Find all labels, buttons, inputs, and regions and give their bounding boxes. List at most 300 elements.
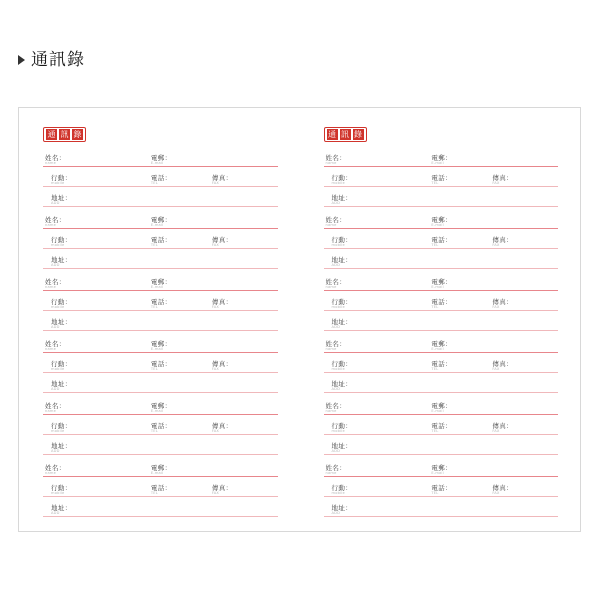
field-mobile-label: 行動： — [331, 173, 353, 182]
contact-entry — [324, 397, 559, 457]
field-tel — [431, 299, 452, 310]
field-name — [45, 403, 66, 414]
field-email-label: 電郵： — [150, 401, 172, 410]
rule — [324, 166, 559, 167]
field-fax-label: 傳真： — [211, 421, 233, 430]
field-fax-romaji: FAX — [211, 429, 220, 434]
rule — [43, 186, 278, 187]
rule — [43, 496, 278, 497]
field-name — [45, 279, 66, 290]
field-mobile — [51, 175, 72, 186]
contact-entry — [43, 211, 278, 271]
field-name — [326, 217, 347, 228]
field-name-romaji: name — [45, 161, 56, 166]
field-address-romaji: ADD — [331, 201, 341, 206]
rule — [43, 290, 278, 291]
field-email — [431, 341, 452, 352]
rule — [43, 268, 278, 269]
field-mobile-label: 行動： — [331, 359, 353, 368]
entry-line-name[interactable] — [43, 397, 278, 417]
field-email-romaji: E-mail — [431, 409, 444, 414]
field-tel-label: 電話： — [431, 235, 453, 244]
field-fax — [212, 299, 233, 310]
field-mobile — [332, 175, 353, 186]
contact-entry — [43, 459, 278, 519]
field-tel-romaji: TEL — [150, 305, 158, 310]
field-fax — [492, 237, 513, 248]
field-tel-romaji: TEL — [431, 181, 439, 186]
rule — [43, 414, 278, 415]
entry-line-address[interactable] — [324, 313, 559, 333]
entry-line-address[interactable] — [43, 499, 278, 519]
field-address — [51, 257, 72, 268]
entry-line-address[interactable] — [324, 251, 559, 271]
rule — [324, 228, 559, 229]
rule — [324, 206, 559, 207]
field-fax-label: 傳真： — [211, 483, 233, 492]
field-tel-label: 電話： — [431, 421, 453, 430]
field-email-romaji: E-mail — [431, 161, 444, 166]
field-fax — [212, 175, 233, 186]
rule — [43, 310, 278, 311]
field-name-label: 姓名： — [325, 153, 347, 162]
field-address — [51, 505, 72, 516]
entry-line-name[interactable] — [324, 149, 559, 169]
entry-line-name[interactable] — [43, 211, 278, 231]
field-tel-label: 電話： — [150, 483, 172, 492]
field-fax-romaji: FAX — [492, 243, 500, 248]
field-name-romaji: name — [325, 285, 337, 290]
field-name-label: 姓名： — [45, 215, 66, 224]
field-mobile-label: 行動： — [331, 483, 353, 492]
field-mobile — [332, 423, 353, 434]
rule — [43, 166, 278, 167]
address-book-page-left — [19, 108, 300, 531]
entry-line-name[interactable] — [43, 149, 278, 169]
field-address-romaji: ADD — [331, 325, 341, 330]
contact-entry — [43, 273, 278, 333]
field-address-romaji: ADD — [51, 201, 60, 206]
field-address-romaji: ADD — [51, 387, 60, 392]
field-fax-romaji: FAX — [211, 181, 220, 186]
field-address-romaji: ADD — [331, 387, 341, 392]
field-email — [431, 403, 452, 414]
field-name-label: 姓名： — [45, 153, 66, 162]
field-address-romaji: ADD — [51, 263, 60, 268]
field-name-romaji: name — [45, 347, 56, 352]
rule — [324, 290, 559, 291]
page-title — [18, 52, 85, 69]
entry-line-contact[interactable] — [324, 479, 559, 499]
field-email-label: 電郵： — [431, 215, 453, 224]
field-tel — [431, 361, 452, 372]
contact-entry — [43, 397, 278, 457]
field-tel-romaji: TEL — [150, 243, 158, 248]
field-fax-romaji: FAX — [492, 305, 500, 310]
entry-line-contact[interactable] — [324, 231, 559, 251]
stamp-seal — [324, 127, 367, 142]
rule — [43, 248, 278, 249]
field-tel — [431, 237, 452, 248]
field-fax — [492, 299, 513, 310]
rule — [43, 372, 278, 373]
field-tel — [151, 299, 172, 310]
field-email — [151, 341, 172, 352]
field-fax-romaji: FAX — [211, 305, 220, 310]
rule — [324, 310, 559, 311]
rule — [324, 268, 559, 269]
field-name-romaji: name — [45, 471, 56, 476]
field-fax-romaji: FAX — [211, 243, 220, 248]
field-fax-label: 傳真： — [492, 173, 514, 182]
field-email-label: 電郵： — [150, 339, 172, 348]
entry-list-right — [324, 149, 559, 521]
field-mobile — [51, 237, 72, 248]
entry-line-contact[interactable] — [43, 231, 278, 251]
rule — [43, 206, 278, 207]
rule — [43, 476, 278, 477]
stamp-seal — [43, 127, 86, 142]
field-email-romaji: E-mail — [150, 223, 164, 228]
field-email-label: 電郵： — [150, 215, 172, 224]
field-email-label: 電郵： — [150, 463, 172, 472]
entry-line-address[interactable] — [43, 251, 278, 271]
field-tel-label: 電話： — [150, 173, 172, 182]
field-mobile-romaji: mobile — [51, 367, 65, 372]
field-mobile — [51, 423, 72, 434]
rule — [43, 434, 278, 435]
field-email-label: 電郵： — [150, 277, 172, 286]
field-mobile-label: 行動： — [51, 483, 72, 492]
field-email-romaji: E-mail — [150, 347, 164, 352]
field-mobile-romaji: mobile — [331, 491, 345, 496]
field-email-romaji: E-mail — [431, 223, 444, 228]
rule — [324, 414, 559, 415]
field-mobile-romaji: mobile — [51, 429, 65, 434]
field-address-label: 地址： — [51, 317, 72, 326]
stamp-char-2: 訊 — [341, 129, 349, 139]
field-address-label: 地址： — [331, 255, 353, 264]
field-tel-romaji: TEL — [150, 367, 158, 372]
field-tel-romaji: TEL — [431, 305, 439, 310]
field-mobile-romaji: mobile — [51, 243, 65, 248]
field-fax — [492, 175, 513, 186]
contact-entry — [43, 149, 278, 209]
field-name-label: 姓名： — [325, 215, 347, 224]
entry-line-name[interactable] — [324, 397, 559, 417]
field-tel-label: 電話： — [150, 235, 172, 244]
field-fax-label: 傳真： — [492, 483, 514, 492]
field-address-label: 地址： — [331, 379, 353, 388]
field-address — [332, 257, 353, 268]
entry-list-left — [43, 149, 278, 521]
field-mobile — [51, 485, 72, 496]
field-address — [332, 443, 353, 454]
field-fax — [492, 361, 513, 372]
contact-entry — [324, 459, 559, 519]
field-mobile-label: 行動： — [51, 173, 72, 182]
entry-line-address[interactable] — [43, 189, 278, 209]
entry-line-address[interactable] — [324, 189, 559, 209]
field-mobile-romaji: mobile — [51, 305, 65, 310]
field-name-label: 姓名： — [45, 463, 66, 472]
contact-entry — [43, 335, 278, 395]
field-fax-label: 傳真： — [211, 173, 233, 182]
field-email — [431, 279, 452, 290]
field-name-label: 姓名： — [45, 339, 66, 348]
rule — [324, 516, 559, 517]
field-email-label: 電郵： — [431, 401, 453, 410]
entry-line-contact[interactable] — [43, 169, 278, 189]
field-address — [332, 505, 353, 516]
field-address-romaji: ADD — [51, 325, 60, 330]
field-name-romaji: name — [325, 161, 337, 166]
field-mobile-label: 行動： — [331, 297, 353, 306]
notebook-spread — [18, 107, 581, 532]
field-tel-romaji: TEL — [431, 243, 439, 248]
entry-line-contact[interactable] — [43, 355, 278, 375]
field-mobile-label: 行動： — [51, 297, 72, 306]
field-name-romaji: name — [45, 409, 56, 414]
field-name-label: 姓名： — [45, 277, 66, 286]
entry-line-address[interactable] — [43, 375, 278, 395]
field-tel-label: 電話： — [431, 359, 453, 368]
entry-line-name[interactable] — [43, 459, 278, 479]
rule — [324, 476, 559, 477]
field-mobile-label: 行動： — [331, 421, 353, 430]
entry-line-name[interactable] — [324, 335, 559, 355]
field-tel — [151, 361, 172, 372]
field-fax-romaji: FAX — [492, 181, 500, 186]
field-tel-romaji: TEL — [431, 367, 439, 372]
field-fax — [492, 485, 513, 496]
field-mobile-romaji: mobile — [51, 491, 65, 496]
field-fax-romaji: FAX — [211, 367, 220, 372]
field-name — [326, 155, 347, 166]
field-email-romaji: E-mail — [431, 285, 444, 290]
field-tel-romaji: TEL — [150, 491, 158, 496]
entry-line-address[interactable] — [324, 375, 559, 395]
rule — [324, 434, 559, 435]
contact-entry — [324, 335, 559, 395]
field-address-romaji: ADD — [331, 449, 341, 454]
entry-line-name[interactable] — [43, 335, 278, 355]
field-tel — [151, 485, 172, 496]
field-name-romaji: name — [325, 471, 337, 476]
rule — [43, 228, 278, 229]
contact-entry — [324, 149, 559, 209]
field-tel-romaji: TEL — [150, 429, 158, 434]
field-address-romaji: ADD — [331, 263, 341, 268]
entry-line-address[interactable] — [43, 313, 278, 333]
field-mobile-label: 行動： — [331, 235, 353, 244]
field-mobile — [332, 299, 353, 310]
field-tel-label: 電話： — [150, 421, 172, 430]
field-mobile-label: 行動： — [51, 235, 72, 244]
field-address-romaji: ADD — [331, 511, 341, 516]
field-address-label: 地址： — [331, 503, 353, 512]
field-name-label: 姓名： — [325, 277, 347, 286]
entry-line-contact[interactable] — [43, 479, 278, 499]
field-email-label: 電郵： — [431, 153, 453, 162]
field-tel-romaji: TEL — [431, 429, 439, 434]
field-tel-label: 電話： — [431, 297, 453, 306]
stamp-char-3: 錄 — [354, 129, 362, 139]
rule — [324, 454, 559, 455]
field-mobile — [51, 299, 72, 310]
field-email — [431, 465, 452, 476]
entry-line-name[interactable] — [324, 273, 559, 293]
rule — [324, 330, 559, 331]
field-name — [326, 341, 347, 352]
field-fax-label: 傳真： — [492, 235, 514, 244]
field-address-label: 地址： — [51, 255, 72, 264]
field-address-label: 地址： — [51, 441, 72, 450]
field-fax-label: 傳真： — [492, 421, 514, 430]
rule — [324, 352, 559, 353]
triangle-right-icon — [18, 55, 25, 65]
entry-line-contact[interactable] — [324, 293, 559, 313]
field-fax — [212, 361, 233, 372]
field-mobile-romaji: mobile — [51, 181, 65, 186]
field-name-label: 姓名： — [325, 339, 347, 348]
field-fax-label: 傳真： — [211, 359, 233, 368]
field-name — [326, 279, 347, 290]
address-book-page-right — [300, 108, 581, 531]
stamp-char-3: 錄 — [73, 129, 82, 139]
field-fax-romaji: FAX — [211, 491, 220, 496]
field-fax-label: 傳真： — [492, 297, 514, 306]
field-address — [332, 381, 353, 392]
field-mobile — [332, 361, 353, 372]
rule — [43, 454, 278, 455]
rule — [43, 330, 278, 331]
field-name-romaji: name — [325, 347, 337, 352]
entry-line-contact[interactable] — [43, 293, 278, 313]
field-address-romaji: ADD — [51, 511, 60, 516]
field-tel-label: 電話： — [431, 483, 453, 492]
field-tel — [431, 175, 452, 186]
entry-line-name[interactable] — [43, 273, 278, 293]
rule — [43, 352, 278, 353]
field-email-romaji: E-mail — [150, 471, 164, 476]
field-mobile-label: 行動： — [51, 359, 72, 368]
entry-line-contact[interactable] — [43, 417, 278, 437]
field-tel-label: 電話： — [431, 173, 453, 182]
field-fax — [212, 423, 233, 434]
field-name-romaji: name — [45, 285, 56, 290]
rule — [324, 186, 559, 187]
field-email-romaji: E-mail — [150, 285, 164, 290]
field-mobile-romaji: mobile — [331, 367, 345, 372]
field-email-label: 電郵： — [431, 463, 453, 472]
entry-line-contact[interactable] — [324, 417, 559, 437]
stamp-right — [324, 126, 559, 142]
stamp-char-1: 通 — [328, 129, 336, 139]
field-address-label: 地址： — [331, 441, 353, 450]
field-tel-label: 電話： — [150, 297, 172, 306]
field-fax-romaji: FAX — [492, 429, 500, 434]
entry-line-address[interactable] — [43, 437, 278, 457]
field-fax-label: 傳真： — [211, 235, 233, 244]
field-email — [151, 279, 172, 290]
field-email-label: 電郵： — [150, 153, 172, 162]
entry-line-address[interactable] — [324, 499, 559, 519]
field-name — [45, 217, 66, 228]
entry-line-contact[interactable] — [324, 169, 559, 189]
field-email — [151, 155, 172, 166]
rule — [324, 372, 559, 373]
field-name — [45, 465, 66, 476]
field-name — [326, 465, 347, 476]
field-address-romaji: ADD — [51, 449, 60, 454]
field-fax — [492, 423, 513, 434]
rule — [324, 392, 559, 393]
field-email — [431, 217, 452, 228]
contact-entry — [324, 211, 559, 271]
field-name-label: 姓名： — [45, 401, 66, 410]
rule — [43, 516, 278, 517]
field-mobile — [51, 361, 72, 372]
entry-line-name[interactable] — [324, 459, 559, 479]
field-mobile-label: 行動： — [51, 421, 72, 430]
field-email-label: 電郵： — [431, 339, 453, 348]
entry-line-name[interactable] — [324, 211, 559, 231]
field-tel — [431, 423, 452, 434]
field-email-romaji: E-mail — [150, 161, 164, 166]
field-email-romaji: E-mail — [431, 347, 444, 352]
field-address — [332, 319, 353, 330]
field-mobile-romaji: mobile — [331, 305, 345, 310]
field-name — [45, 155, 66, 166]
field-fax-romaji: FAX — [492, 491, 500, 496]
field-fax — [212, 485, 233, 496]
field-email-romaji: E-mail — [431, 471, 444, 476]
field-tel — [431, 485, 452, 496]
field-name-romaji: name — [45, 223, 56, 228]
field-fax-label: 傳真： — [211, 297, 233, 306]
field-name-label: 姓名： — [325, 463, 347, 472]
field-address-label: 地址： — [51, 379, 72, 388]
field-address — [51, 381, 72, 392]
field-address — [51, 443, 72, 454]
entry-line-address[interactable] — [324, 437, 559, 457]
field-tel — [151, 423, 172, 434]
field-email — [431, 155, 452, 166]
field-address-label: 地址： — [51, 193, 72, 202]
field-email-romaji: E-mail — [150, 409, 164, 414]
field-mobile-romaji: mobile — [331, 243, 345, 248]
field-address-label: 地址： — [331, 317, 353, 326]
field-fax-romaji: FAX — [492, 367, 500, 372]
entry-line-contact[interactable] — [324, 355, 559, 375]
field-address-label: 地址： — [331, 193, 353, 202]
stamp-char-2: 訊 — [60, 129, 69, 139]
field-name — [45, 341, 66, 352]
rule — [324, 248, 559, 249]
field-mobile-romaji: mobile — [331, 181, 345, 186]
rule — [43, 392, 278, 393]
page-title-label: 通訊錄 — [31, 50, 85, 70]
field-mobile — [332, 485, 353, 496]
field-mobile-romaji: mobile — [331, 429, 345, 434]
field-address-label: 地址： — [51, 503, 72, 512]
field-tel — [151, 237, 172, 248]
field-email — [151, 403, 172, 414]
rule — [324, 496, 559, 497]
contact-entry — [324, 273, 559, 333]
field-email — [151, 217, 172, 228]
